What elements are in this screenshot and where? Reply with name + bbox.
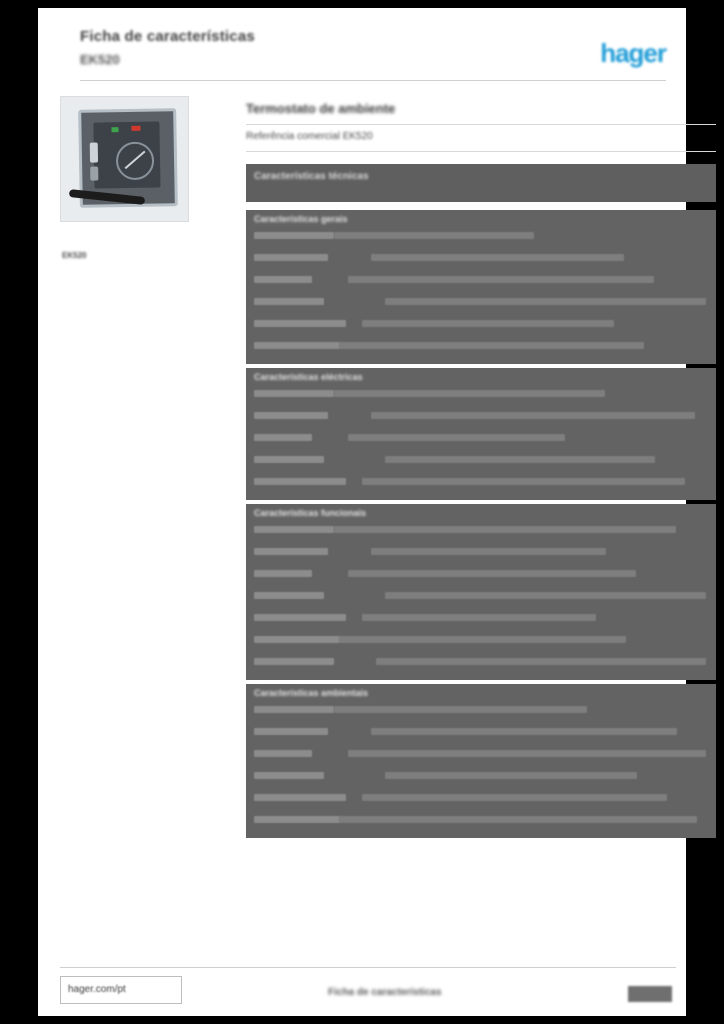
document-header [58, 18, 676, 73]
spec-label [254, 232, 334, 239]
spec-label [254, 254, 328, 261]
spec-value [348, 750, 706, 757]
reference-divider [246, 124, 716, 125]
led-red-icon [131, 126, 140, 131]
section-heading: Características eléctricas [254, 372, 363, 382]
footer-url-box[interactable] [60, 976, 182, 1004]
document-page [38, 8, 686, 1016]
spec-value [371, 412, 695, 419]
spec-label [254, 548, 328, 555]
spec-value [385, 298, 706, 305]
spec-value [339, 636, 626, 643]
spec-label [254, 570, 312, 577]
reference-divider-2 [246, 151, 716, 152]
spec-label [254, 434, 312, 441]
spec-label [254, 342, 340, 349]
spec-label [254, 750, 312, 757]
spec-value [362, 614, 596, 621]
secondary-switch-icon [90, 167, 98, 181]
spec-value [334, 232, 534, 239]
specifications-sections [246, 164, 716, 842]
spec-label [254, 320, 346, 327]
specification-section [246, 504, 716, 680]
spec-value [371, 548, 606, 555]
specification-section [246, 684, 716, 838]
spec-value [371, 728, 677, 735]
specifications-band-title: Características técnicas [254, 171, 369, 182]
mode-switch-icon [90, 143, 98, 163]
spec-value [348, 570, 636, 577]
spec-value [385, 592, 706, 599]
reference-subtitle: Referência comercial EK520 [246, 131, 373, 142]
spec-value [348, 276, 654, 283]
band-spacer [246, 202, 716, 210]
spec-label [254, 478, 346, 485]
spec-value [334, 390, 605, 397]
reference-title: Termostato de ambiente [246, 101, 396, 116]
spec-value [376, 658, 706, 665]
spec-label [254, 592, 324, 599]
footer-center-text: Ficha de características [328, 987, 442, 998]
spec-value [385, 772, 637, 779]
product-caption: EK520 [62, 251, 87, 260]
spec-label [254, 456, 324, 463]
spec-value [371, 254, 624, 261]
spec-label [254, 772, 324, 779]
spec-value [348, 434, 565, 441]
section-heading: Características gerais [254, 214, 348, 224]
spec-label [254, 412, 328, 419]
spec-label [254, 816, 340, 823]
specification-section [246, 210, 716, 364]
product-image [60, 96, 189, 222]
specifications-band [246, 164, 716, 202]
spec-value [339, 816, 697, 823]
spec-label [254, 658, 334, 665]
spec-label [254, 526, 334, 533]
spec-value [362, 478, 685, 485]
header-divider [80, 80, 666, 81]
spec-value [385, 456, 655, 463]
spec-value [334, 706, 587, 713]
spec-label [254, 390, 334, 397]
spec-label [254, 706, 334, 713]
section-heading: Características ambientais [254, 688, 369, 698]
spec-value [362, 794, 667, 801]
footer-page-number [628, 986, 672, 1002]
led-green-icon [111, 127, 118, 132]
spec-label [254, 636, 340, 643]
spec-label [254, 298, 324, 305]
page-subtitle: EK520 [80, 52, 120, 67]
brand-logo: hager [600, 38, 666, 68]
spec-value [339, 342, 644, 349]
spec-label [254, 794, 346, 801]
page-title: Ficha de características [80, 28, 255, 45]
specification-section [246, 368, 716, 500]
footer-url-text: hager.com/pt [68, 984, 126, 995]
spec-value [362, 320, 614, 327]
spec-label [254, 728, 328, 735]
footer-divider [60, 967, 676, 968]
spec-label [254, 614, 346, 621]
spec-value [334, 526, 676, 533]
spec-label [254, 276, 312, 283]
section-heading: Características funcionais [254, 508, 367, 518]
